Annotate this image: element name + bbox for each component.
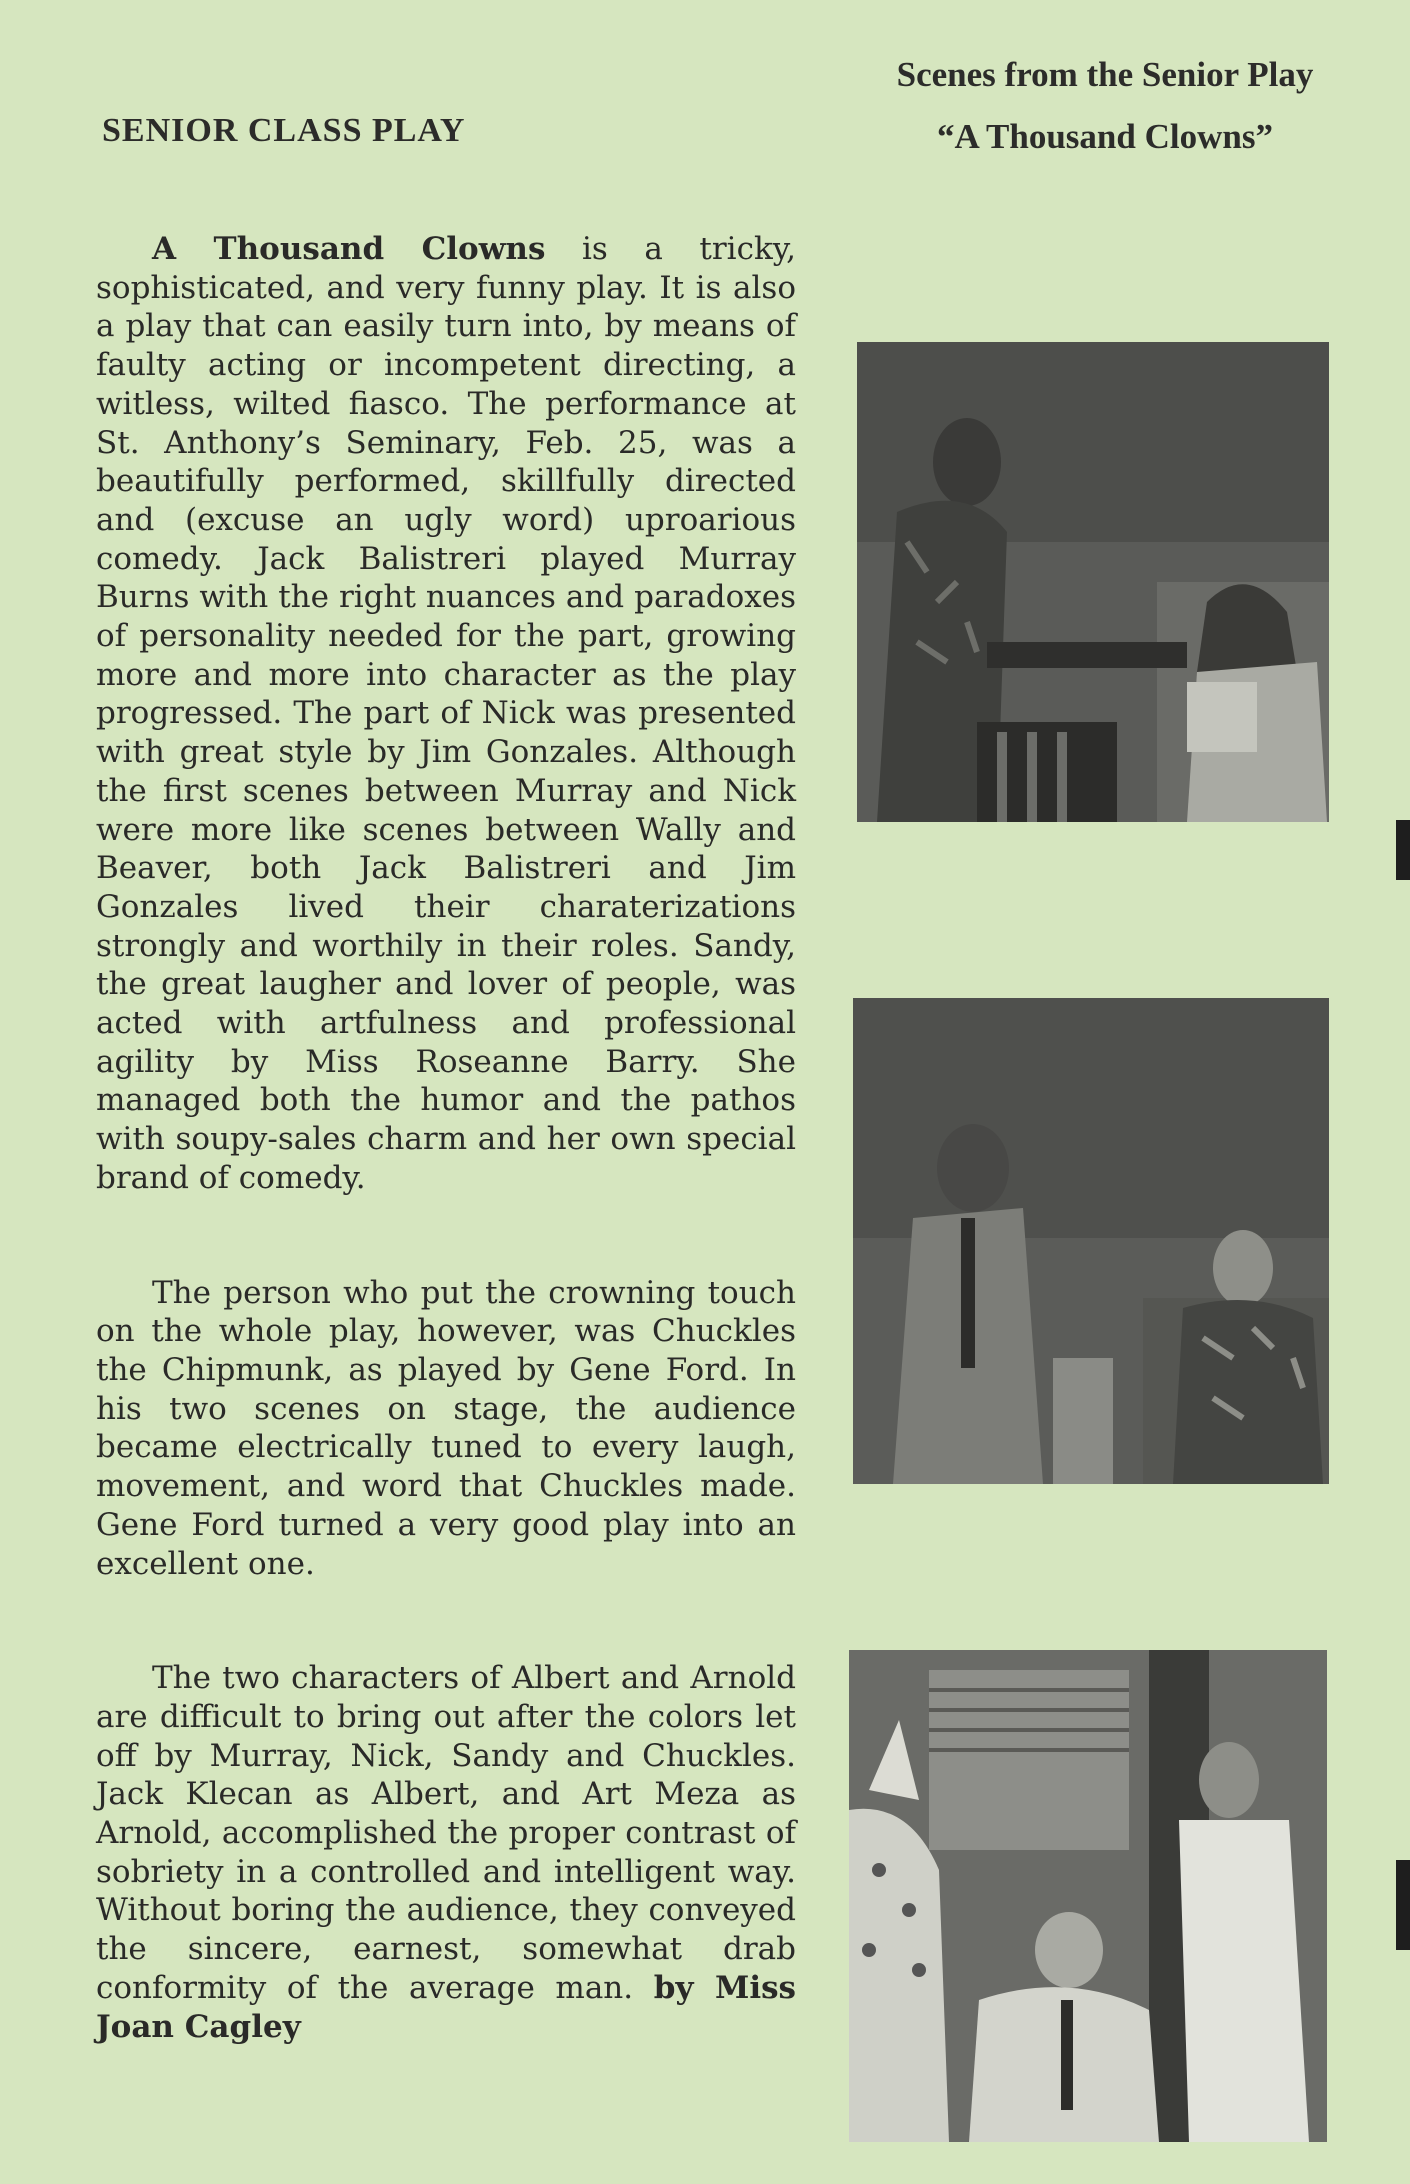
article-paragraph-1: [96, 230, 796, 1198]
caption-line-1: Scenes from the Senior Play: [896, 55, 1314, 94]
article-body: [96, 230, 796, 2046]
article-paragraph-3: [96, 1659, 796, 2046]
scene-photo-1: [857, 342, 1329, 822]
byline: by Miss Joan Cagley: [96, 1969, 797, 2045]
page-heading: SENIOR CLASS PLAY: [102, 112, 466, 149]
page-edge-tear-1: [1396, 820, 1410, 880]
scene-photo-2: [853, 998, 1329, 1484]
paragraph-3-text: The two characters of Albert and Arnold are difficult to bring out after the colors let off by Murray, Nick, Sandy and Chuckles. Jack Klecan as Albert, and Art Meza as Arnold, accomplished the proper contrast of sobriety in a controlled and intelligent way. Without boring the audience, they conveyed the sincere, earnest, somewhat drab conformity of the average man.: [96, 1660, 796, 2006]
photo-caption: [840, 44, 1370, 168]
play-title: A Thousand Clowns: [152, 231, 546, 267]
caption-line-2: “A Thousand Clowns”: [937, 117, 1273, 156]
paragraph-1-text: is a tricky, sophisticated, and very funny play. It is also a play that can easily turn into, by means of faulty acting or incompetent directing, a witless, wilted fiasco. The performance at St. Anthony’s Seminary, Feb. 25, was a beautifully performed, skillfully directed and (excuse an ugly word) uproarious comedy. Jack Balistreri played Murray Burns with the right nuances and paradoxes of personality needed for the part, growing more and more into character as the play progressed. The part of Nick was presented with great style by Jim Gonzales. Although the first scenes between Murray and Nick were more like scenes between Wally and Beaver, both Jack Balistreri and Jim Gonzales lived their charaterizations strongly and worthily in their roles. Sandy, the great laugher and lover of people, was acted with artfulness and professional agility by Miss Roseanne Barry. She managed both the humor and the pathos with soupy-sales charm and her own special brand of comedy.: [96, 231, 796, 1196]
article-paragraph-2: The person who put the crowning touch on the whole play, however, was Chuckles the Chipmunk, as played by Gene Ford. In his two scenes on stage, the audience became electrically tuned to every laugh, movement, and word that Chuckles made. Gene Ford turned a very good play into an excellent one.: [96, 1274, 796, 1582]
page-edge-tear-2: [1396, 1860, 1410, 1950]
scene-photo-3: [849, 1650, 1327, 2142]
